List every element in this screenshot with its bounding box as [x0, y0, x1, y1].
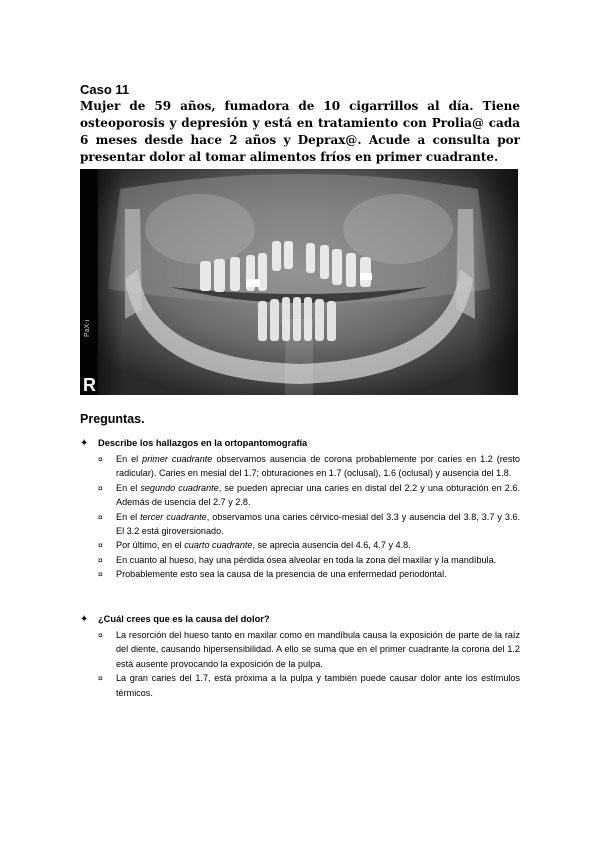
- question-block: [80, 437, 520, 582]
- list-item-text: En el tercer cuadrante, observamos una caries cérvico-mesial del 3.3 y ausencia del 3.8, 3.7 y 3.6. El 3.2 está giroversionado.: [116, 511, 520, 537]
- star-bullet-icon: ✦: [80, 438, 89, 449]
- currency-bullet-icon: ¤: [98, 540, 103, 551]
- question-heading-text: Describe los hallazgos en la ortopantomografía: [98, 438, 308, 448]
- currency-bullet-icon: ¤: [98, 673, 103, 684]
- answer-list: [80, 628, 520, 700]
- list-item: [98, 510, 520, 539]
- currency-bullet-icon: ¤: [98, 554, 103, 565]
- list-item-text: Probablemente esto sea la causa de la presencia de una enfermedad periodontal.: [116, 569, 447, 580]
- list-item-text: En cuanto al hueso, hay una pérdida ósea alveolar en toda la zona del maxilar y la mandíbula.: [116, 554, 497, 565]
- currency-bullet-icon: ¤: [98, 569, 103, 580]
- currency-bullet-icon: ¤: [98, 630, 103, 640]
- currency-bullet-icon: ¤: [98, 482, 103, 493]
- list-item-text: En el segundo cuadrante, se pueden apreciar una caries en distal del 2.2 y una obturación en 2.6. Además de usencia del 2.7 y 2.8.: [116, 482, 520, 508]
- currency-bullet-icon: ¤: [98, 454, 103, 464]
- case-title: Caso 11: [80, 82, 130, 97]
- currency-bullet-icon: ¤: [98, 511, 103, 522]
- list-item: [98, 452, 520, 481]
- side-marker: R: [83, 375, 96, 395]
- star-bullet-icon: ✦: [80, 614, 89, 625]
- list-item: [98, 538, 520, 552]
- panoramic-xray-image: [80, 169, 518, 395]
- list-item-text: La resorción del hueso tanto en maxilar como en mandíbula causa la exposición de parte de la raíz del diente, causando hipersensibilidad. A ello se suma que en el primer cuadrante la corona del 1.2 está ausente provocando la exposición de la pulpa.: [116, 630, 520, 669]
- list-item-text: La gran caries del 1.7, está próxima a la pulpa y también puede causar dolor ante los estímulos térmicos.: [116, 673, 520, 698]
- list-item: [98, 553, 520, 567]
- list-item: [98, 481, 520, 510]
- question-block: [80, 613, 520, 700]
- questions-title: Preguntas.: [80, 412, 145, 426]
- question-heading: [80, 613, 520, 626]
- list-item-text: Por último, en el cuarto cuadrante, se aprecia ausencia del 4.6, 4.7 y 4.8.: [116, 540, 411, 551]
- list-item-text: En el primer cuadrante observamos ausencia de corona probablemente por caries en 1.2 (resto radicular). Caries en mesial del 1.7; obturaciones en 1.7 (oclusal), 1.6 (oclusal) y ausencia del 1.8.: [116, 454, 520, 479]
- device-label: PaX-i: [84, 319, 91, 337]
- list-item: [98, 567, 520, 581]
- list-item: [98, 671, 520, 700]
- list-item: [98, 628, 520, 671]
- question-heading-text: ¿Cuál crees que es la causa del dolor?: [98, 614, 270, 624]
- answer-list: [80, 452, 520, 582]
- question-heading: [80, 437, 520, 450]
- case-intro: Mujer de 59 años, fumadora de 10 cigarrillos al día. Tiene osteoporosis y depresión y está en tratamiento con Prolia@ cada 6 meses desde hace 2 años y Deprax@. Acude a consulta por presentar dolor al tomar alimentos fríos en primer cuadrante.: [80, 99, 520, 164]
